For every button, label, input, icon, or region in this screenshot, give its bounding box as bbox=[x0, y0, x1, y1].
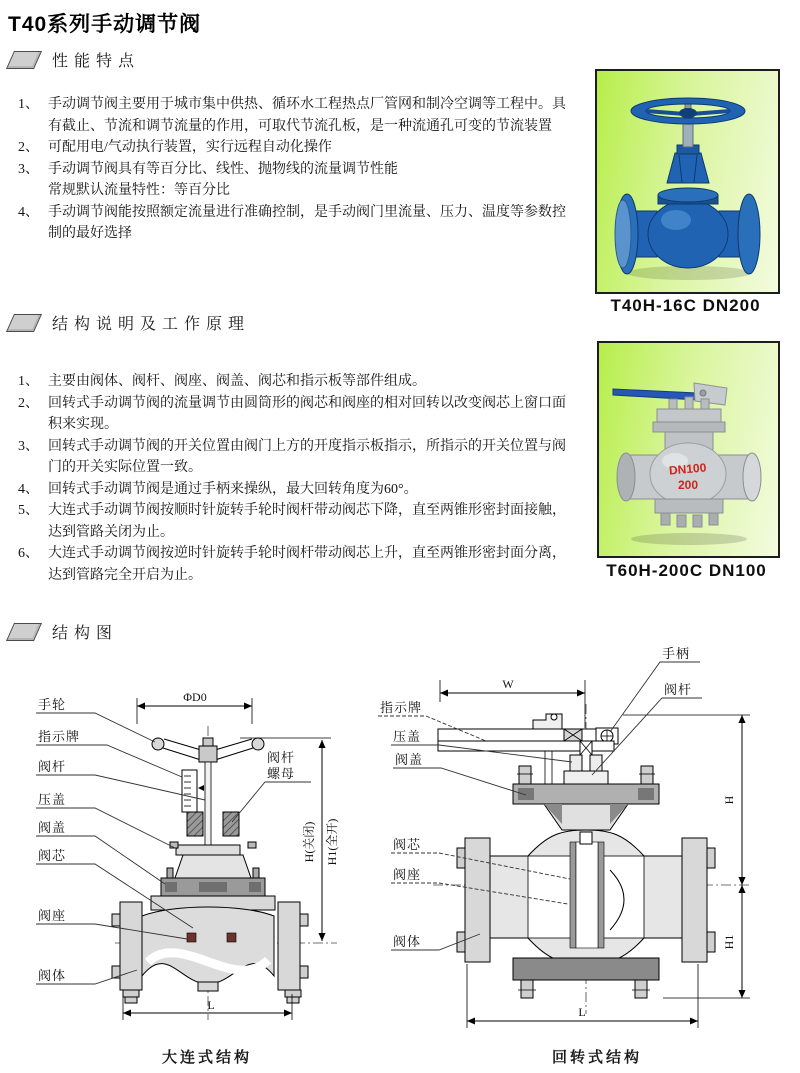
diagram-rotary-pattern bbox=[378, 642, 792, 1039]
label-plug: 阀芯 bbox=[393, 837, 422, 852]
section-heading: 结构图 bbox=[52, 625, 119, 642]
label-gland: 压盖 bbox=[38, 792, 67, 807]
section-header-diagram bbox=[10, 620, 118, 643]
list-item bbox=[18, 94, 576, 137]
item-number: 1、 bbox=[18, 97, 39, 112]
item-number: 6、 bbox=[18, 546, 39, 561]
item-text bbox=[48, 159, 576, 202]
item-number: 2、 bbox=[18, 140, 39, 155]
list-item bbox=[18, 436, 576, 479]
diagram-globe-pattern bbox=[15, 682, 365, 1032]
photo-caption: T40H-16C DN200 bbox=[610, 296, 761, 315]
item-number: 3、 bbox=[18, 438, 39, 454]
section-heading: 性能特点 bbox=[52, 53, 141, 70]
structure-list bbox=[18, 371, 576, 586]
parallelogram-icon bbox=[6, 314, 42, 332]
globe-valve-illustration bbox=[597, 71, 778, 292]
section-header-features bbox=[10, 48, 140, 71]
dim-h: H bbox=[722, 795, 736, 805]
label-seat: 阀座 bbox=[393, 867, 422, 882]
dim-w: W bbox=[502, 677, 514, 691]
list-item bbox=[18, 543, 576, 586]
dim-d0: ΦD0 bbox=[183, 690, 207, 704]
label-stem: 阀杆 bbox=[38, 759, 67, 774]
label-stem-nut-2: 螺母 bbox=[267, 766, 296, 781]
list-item bbox=[18, 479, 576, 501]
parallelogram-icon bbox=[6, 51, 42, 69]
label-stem-nut-1: 阀杆 bbox=[267, 750, 296, 765]
dim-h1-open: H1(全开) bbox=[325, 818, 339, 866]
diagram-caption-globe: 大连式结构 bbox=[161, 1049, 252, 1066]
item-text: 手动调节阀能按照额定流量进行准确控制，是手动阀门里流量、压力、温度等参数控制的最好选择 bbox=[48, 204, 566, 241]
page-title: T40系列手动调节阀 bbox=[8, 13, 202, 36]
item-text-line: 手动调节阀具有等百分比、线性、抛物线的流量调节性能 bbox=[48, 161, 398, 177]
list-item bbox=[18, 371, 576, 393]
item-number: 5、 bbox=[18, 503, 39, 518]
item-text: 大连式手动调节阀按顺时针旋转手轮时阀杆带动阀芯下降，直至两锥形密封面接触，达到管路关闭为止。 bbox=[48, 503, 566, 540]
item-text: 回转式手动调节阀的流量调节由圆筒形的阀芯和阀座的相对回转以改变阀芯上窗口面积来实现。 bbox=[48, 395, 566, 432]
dim-h-closed: H(关闭) bbox=[302, 821, 316, 863]
item-number: 1、 bbox=[18, 374, 39, 389]
parallelogram-icon bbox=[6, 623, 42, 641]
product-photo-t60h bbox=[597, 341, 780, 558]
label-bonnet: 阀盖 bbox=[38, 820, 67, 835]
item-number: 4、 bbox=[18, 481, 39, 497]
list-item bbox=[18, 159, 576, 202]
list-item bbox=[18, 500, 576, 543]
item-text: 回转式手动调节阀是通过手柄来操纵，最大回转角度为60°。 bbox=[48, 481, 418, 497]
item-number: 4、 bbox=[18, 204, 39, 220]
product-photo-t40h bbox=[595, 69, 780, 294]
feature-list bbox=[18, 94, 576, 245]
label-indicator: 指示牌 bbox=[38, 729, 81, 744]
label-gland: 压盖 bbox=[393, 729, 422, 744]
item-text: 手动调节阀主要用于城市集中供热、循环水工程热点厂管网和制冷空调等工程中。具有截止、节流和调节流量的作用，可取代节流孔板，是一种流通孔可变的节流装置 bbox=[48, 97, 566, 134]
section-heading: 结构说明及工作原理 bbox=[52, 316, 251, 333]
section-header-structure bbox=[10, 311, 250, 334]
label-body: 阀体 bbox=[38, 968, 67, 983]
item-number: 2、 bbox=[18, 395, 39, 411]
item-text: 大连式手动调节阀按逆时针旋转手轮时阀杆带动阀芯上升，直至两锥形密封面分离，达到管路完全开启为止。 bbox=[48, 546, 566, 583]
label-handwheel: 手轮 bbox=[38, 697, 67, 712]
diagram-caption-rotary: 回转式结构 bbox=[551, 1049, 642, 1066]
valve-marking-dn: DN100 bbox=[668, 460, 707, 478]
list-item bbox=[18, 137, 576, 159]
item-text: 回转式手动调节阀的开关位置由阀门上方的开度指示板指示，所指示的开关位置与阀门的开关实际位置一致。 bbox=[48, 438, 566, 475]
rotary-valve-illustration bbox=[599, 343, 778, 556]
list-item bbox=[18, 393, 576, 436]
label-indicator: 指示牌 bbox=[380, 700, 423, 715]
item-text: 可配用电/气动执行装置，实行远程自动化操作 bbox=[48, 140, 332, 155]
dim-h1: H1 bbox=[722, 934, 736, 950]
item-number: 3、 bbox=[18, 161, 39, 177]
photo-caption: T60H-200C DN100 bbox=[606, 561, 767, 580]
valve-marking-class: 200 bbox=[677, 478, 699, 492]
label-body: 阀体 bbox=[393, 934, 422, 949]
dim-l: L bbox=[207, 998, 215, 1012]
label-stem: 阀杆 bbox=[664, 682, 693, 697]
label-bonnet: 阀盖 bbox=[395, 752, 424, 767]
item-note: 常规默认流量特性：等百分比 bbox=[48, 183, 230, 198]
label-plug: 阀芯 bbox=[38, 848, 67, 863]
item-text: 主要由阀体、阀杆、阀座、阀盖、阀芯和指示板等部件组成。 bbox=[48, 374, 426, 389]
list-item bbox=[18, 202, 576, 245]
label-handle: 手柄 bbox=[662, 646, 691, 661]
label-seat: 阀座 bbox=[38, 908, 67, 923]
dim-l: L bbox=[578, 1005, 586, 1019]
